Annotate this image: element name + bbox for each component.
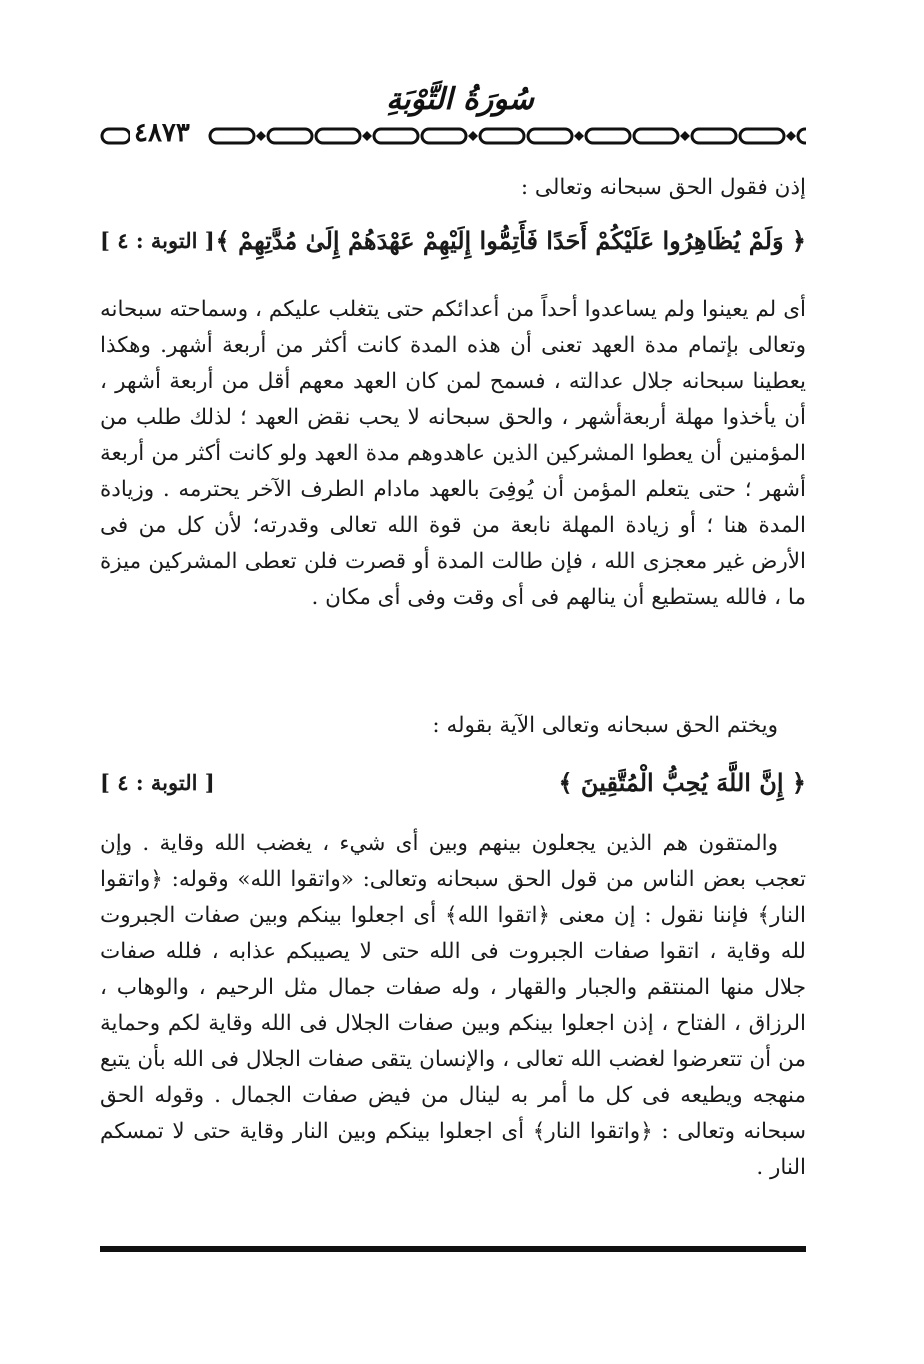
verse-1-text: ﴿ وَلَمْ يُظَاهِرُوا عَلَيْكُمْ أَحَدًا فَأَتِمُّوا إِلَيْهِمْ عَهْدَهُمْ إِلَىٰ مُدَّتِهِمْ ﴾ <box>215 226 806 255</box>
ornament-link <box>210 129 254 143</box>
ornament-diamond <box>786 131 796 141</box>
ornament-link <box>634 129 678 143</box>
ornament-link <box>586 129 630 143</box>
ornament-link <box>374 129 418 143</box>
paragraph-1: أى لم يعينوا ولم يساعدوا أحداً من أعدائكم حتى يتغلب عليكم ، وسماحته سبحانه وتعالى بإتمام مدة العهد تعنى أن هذه المدة كانت أكثر من أربعة أشهر. وهكذا يعطينا سبحانه جلال عدالته ، فسمح لمن كان العهد معهم أقل من أربعة أشهر ، أن يأخذوا مهلة أربعةأشهر ، والحق سبحانه لا يحب نقض العهد ؛ لذلك طلب من المؤمنين أن يعطوا المشركين الذين عاهدوهم مدة العهد ولو كانت أكثر من أربعة أشهر ؛ حتى يتعلم المؤمن أن يُوفِىَ بالعهد مادام الطرف الآخر يحترمه . وزيادة المدة هنا ؛ أو زيادة المهلة نابعة من قوة الله تعالى وقدرته؛ لأن كل من فى الأرض غير معجزى الله ، فإن طالت المدة أو قصرت فلن تعطى المشركين ميزة ما ، فالله يستطيع أن ينالهم فى أى وقت وفى أى مكان . <box>100 297 806 610</box>
ornament-diamond <box>680 131 690 141</box>
paragraph-2: والمتقون هم الذين يجعلون بينهم وبين أى شيء ، يغضب الله وقاية . وإن تعجب بعض الناس من قول الحق سبحانه وتعالى: «واتقوا الله» وقوله: ﴿واتقوا النار﴾ فإننا نقول : إن معنى ﴿اتقوا الله﴾ أى اجعلوا بينكم وبين صفات الجبروت لله وقاية ، اتقوا صفات الجبروت فى الله حتى لا يصيبكم عذابه ، فلله صفات جلال منها المنتقم والجبار والقهار ، وله صفات جمال مثل الرحيم ، والوهاب ، الرزاق ، الفتاح ، إذن اجعلوا بينكم وبين صفات الجلال فى الله وقاية لكم وحماية من أن تتعرضوا لغضب الله تعالى ، والإنسان يتقى صفات الجلال فى الله بأن يتبع منهجه ويطيعه فى كل ما أمر به لينال من فيض صفات الجمال . وقوله الحق سبحانه وتعالى : ﴿واتقوا النار﴾ أى اجعلوا بينكم وبين النار وقاية حتى لا تمسكم النار . <box>100 831 806 1180</box>
footer-rule <box>100 1246 806 1252</box>
ornament-diamond <box>468 131 478 141</box>
ornament-link <box>692 129 736 143</box>
intro-line-2: ويختم الحق سبحانه وتعالى الآية بقوله : <box>432 713 778 738</box>
ornament-diamond <box>256 131 266 141</box>
page-number: ٤٨٧٣ <box>130 118 194 148</box>
ornament-link <box>528 129 572 143</box>
ornament-diamond <box>574 131 584 141</box>
ornament-link <box>316 129 360 143</box>
header-ornament-border <box>100 122 806 150</box>
verse-1-reference: [ التوبة : ٤ ] <box>100 228 215 253</box>
surah-title: سُورَةُ التَّوْبَةِ <box>386 82 534 117</box>
ornament-link <box>740 129 784 143</box>
verse-2-text: ﴿ إِنَّ اللَّهَ يُحِبُّ الْمُتَّقِينَ ﴾ <box>558 768 806 797</box>
quran-verse-1 <box>100 226 806 255</box>
ornament-diamond <box>362 131 372 141</box>
ornament-link <box>480 129 524 143</box>
quran-verse-2 <box>100 768 806 797</box>
ornament-chain-icon <box>100 122 806 150</box>
verse-2-reference: [ التوبة : ٤ ] <box>100 770 215 795</box>
ornament-link <box>268 129 312 143</box>
ornament-end-cap <box>102 129 130 143</box>
intro-line-1: إذن فقول الحق سبحانه وتعالى : <box>520 175 806 200</box>
ornament-link <box>422 129 466 143</box>
ornament-link <box>798 129 806 143</box>
